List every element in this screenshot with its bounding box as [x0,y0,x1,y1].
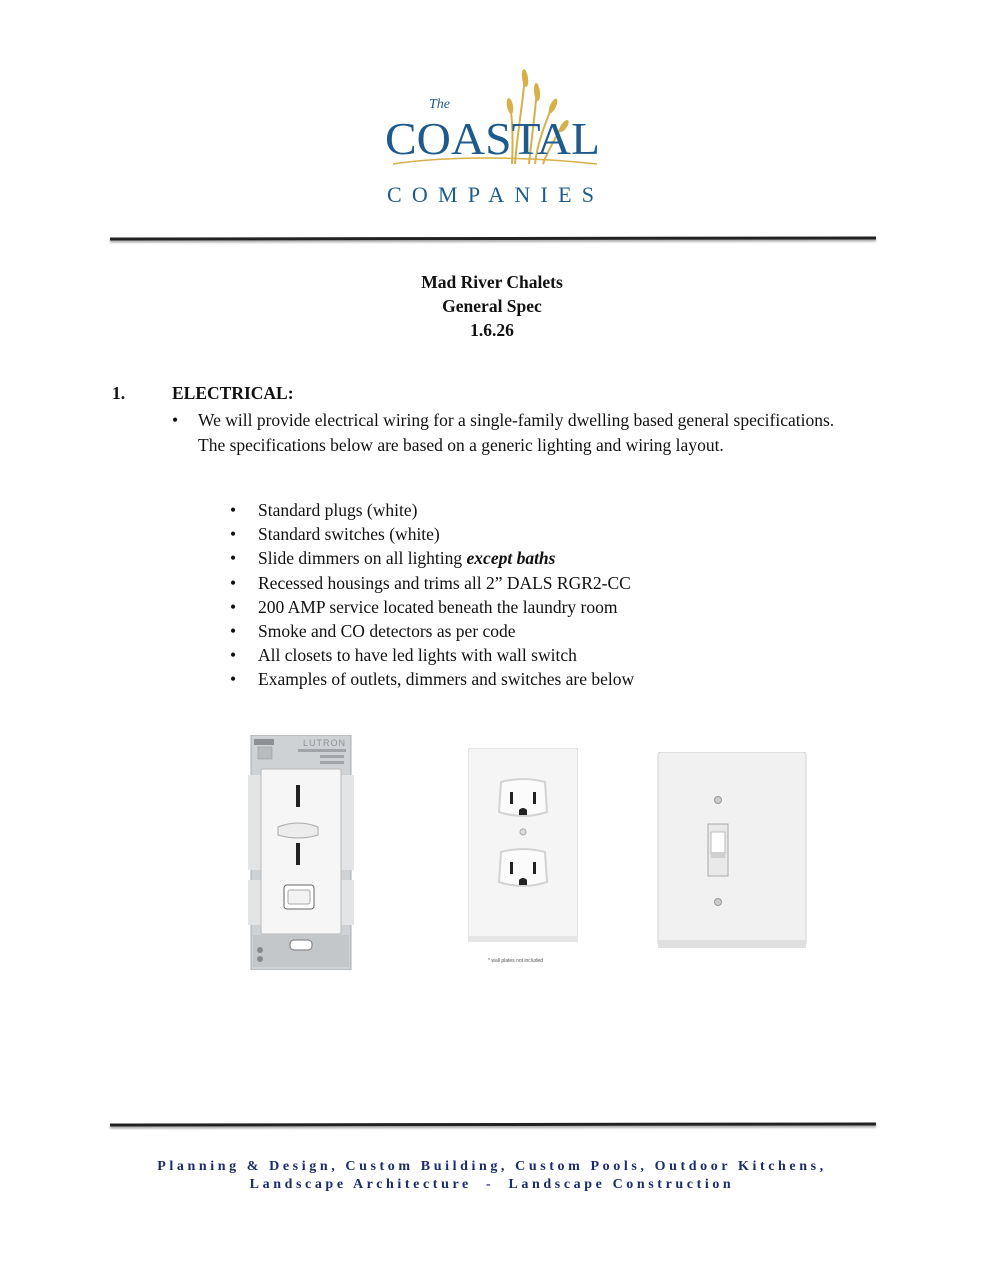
emphasis-text: except baths [466,548,556,569]
intro-text: We will provide electrical wiring for a single-family dwelling based general specifications. The specifications below are based on a generic lighting and wiring layout. [198,410,835,455]
bullet-icon: • [230,524,237,545]
dimmer-image [248,735,354,975]
outlet-caption: * wall plates not included [488,958,544,964]
bullet-icon: • [230,620,237,641]
section-number: 1. [112,383,126,403]
section-title: ELECTRICAL: [172,383,294,403]
footer-services [0,1158,984,1194]
footer-line: Landscape Architecture - Landscape Construction [249,1177,735,1192]
doc-title-line: Mad River Chalets [421,272,563,292]
bullet-icon: • [230,669,237,690]
dimmer-brand: LUTRON [303,738,347,748]
outlet-image [468,748,578,975]
bullet-icon: • [230,548,237,569]
footer-divider [110,1122,876,1126]
bullet-icon: • [230,645,237,666]
switch-image [656,752,808,953]
logo-companies: COMPANIES [387,182,599,207]
doc-title [0,270,984,342]
footer-line: Planning & Design, Custom Building, Custom Pools, Outdoor Kitchens, [157,1159,827,1174]
company-logo [385,64,605,214]
header-divider [110,236,876,240]
bullet-icon: • [230,596,237,617]
bullet-icon: • [230,500,237,520]
logo-coastal: COASTAL [385,113,600,164]
doc-title-line: General Spec [442,296,542,316]
bullet-icon: • [230,572,237,593]
doc-title-line: 1.6.26 [470,320,514,340]
bullet-icon: • [172,410,179,430]
logo-the: The [429,97,450,112]
